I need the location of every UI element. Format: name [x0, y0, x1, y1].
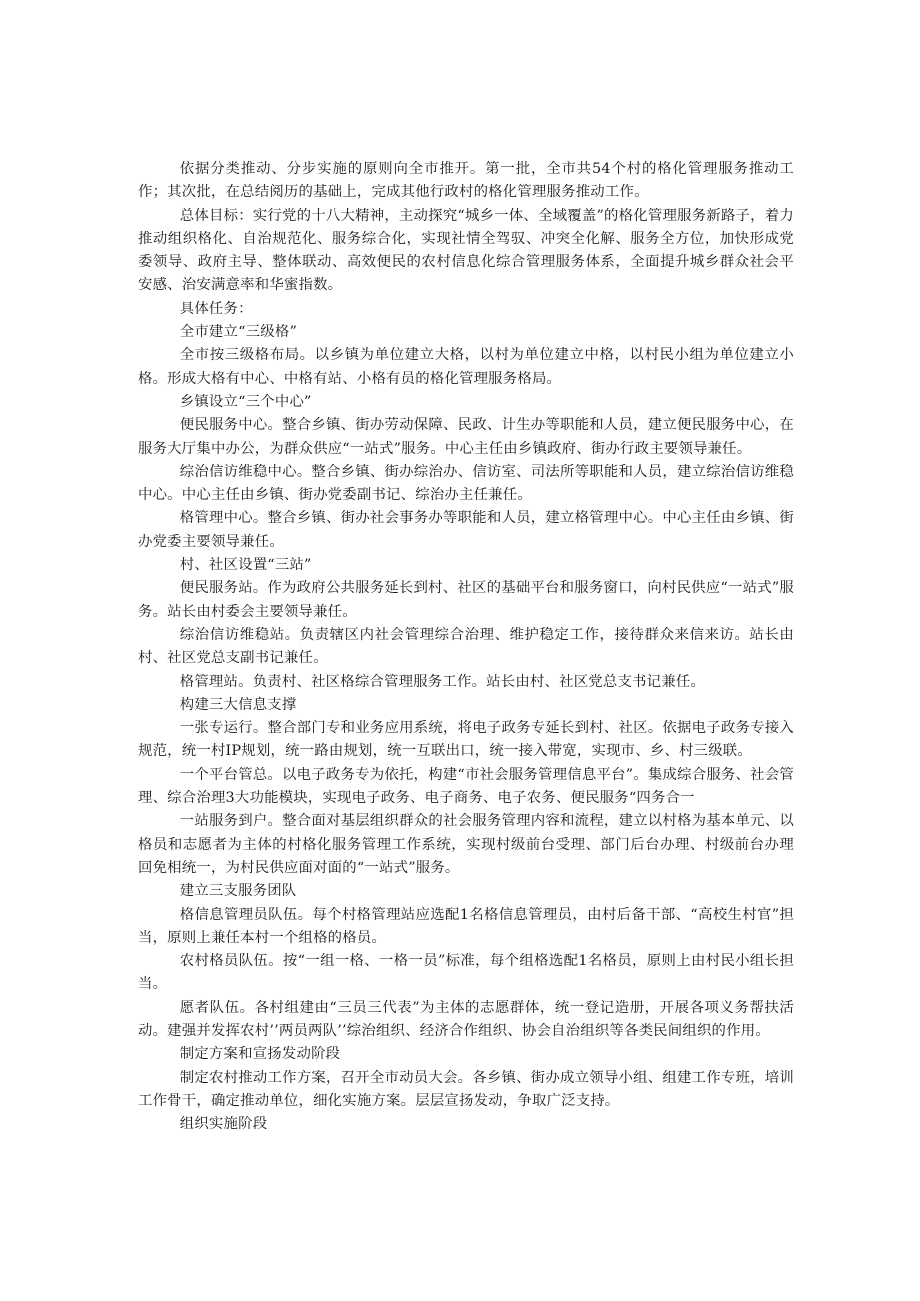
- paragraph: 总体目标：实行党的十八大精神，主动探究“城乡一体、全域覆盖”的格化管理服务新路子，着力推动组织格化、自治规范化、服务综合化，实现社情全驾驭、冲突全化解、服务全方位，加快形成党委领导、政府主导、整体联动、高效便民的农村信息化综合管理服务体系，全面提升城乡群众社会平安感、治安满意率和华蜜指数。: [138, 207, 794, 294]
- section-heading: 构建三大信息支撑: [179, 696, 297, 713]
- section-heading: 建立三支服务团队: [179, 883, 297, 900]
- paragraph: 制定农村推动工作方案，召开全市动员大会。各乡镇、街办成立领导小组、组建工作专班，培训工作骨干，确定推动单位，细化实施方案。层层宣扬发动，争取广泛支持。: [138, 1069, 794, 1109]
- section-heading: 组织实施阶段: [179, 1116, 268, 1133]
- section-heading: 乡镇设立“三个中心”: [179, 393, 312, 410]
- paragraph: 格管理中心。整合乡镇、街办社会事务办等职能和人员，建立格管理中心。中心主任由乡镇、街办党委主要领导兼任。: [138, 510, 794, 550]
- paragraph: 农村格员队伍。按“一组一格、一格一员”标准，每个组格选配1名格员，原则上由村民小组长担当。: [138, 953, 794, 993]
- paragraph: 综治信访维稳站。负责辖区内社会管理综合治理、维护稳定工作，接待群众来信来访。站长由村、社区党总支副书记兼任。: [138, 626, 794, 667]
- paragraph: 一个平台管总。以电子政务专为依托，构建“市社会服务管理信息平台”。集成综合服务、社会管理、综合治理3大功能模块，实现电子政务、电子商务、电子农务、便民服务“四务合一: [138, 766, 794, 807]
- paragraph: 全市按三级格布局。以乡镇为单位建立大格，以村为单位建立中格，以村民小组为单位建立小格。形成大格有中心、中格有站、小格有员的格化管理服务格局。: [138, 347, 794, 387]
- section-heading: 制定方案和宣扬发动阶段: [179, 1046, 341, 1063]
- section-heading: 全市建立“三级格”: [179, 324, 297, 341]
- section-heading: 村、社区设置“三站”: [179, 557, 312, 574]
- paragraph: 便民服务站。作为政府公共服务延长到村、社区的基础平台和服务窗口，向村民供应“一站式”服务。站长由村委会主要领导兼任。: [138, 580, 794, 620]
- paragraph: 一站服务到户。整合面对基层组织群众的社会服务管理内容和流程，建立以村格为基本单元、以格员和志愿者为主体的村格化服务管理工作系统，实现村级前台受理、部门后台办理、村级前台办理回免相统一，为村民供应面对面的“一站式”服务。: [138, 813, 794, 876]
- section-heading: 具体任务：: [179, 300, 253, 317]
- paragraph: 一张专运行。整合部门专和业务应用系统，将电子政务专延长到村、社区。依据电子政务专接入规范，统一村IP规划，统一路由规划，统一互联出口，统一接入带宽，实现市、乡、村三级联。: [138, 720, 794, 760]
- paragraph: 格信息管理员队伍。每个村格管理站应选配1名格信息管理员，由村后备干部、“高校生村官”担当，原则上兼任本村一个组格的格员。: [138, 906, 794, 946]
- paragraph: 综治信访维稳中心。整合乡镇、街办综治办、信访室、司法所等职能和人员，建立综治信访维稳中心。中心主任由乡镇、街办党委副书记、综治办主任兼任。: [138, 463, 794, 504]
- paragraph: 愿者队伍。各村组建由“三员三代表”为主体的志愿群体，统一登记造册，开展各项义务帮扶活动。建强并发挥农村’’两员两队’’综治组织、经济合作组织、协会自治组织等各类民间组织的作用。: [138, 999, 794, 1039]
- paragraph: 便民服务中心。整合乡镇、街办劳动保障、民政、计生办等职能和人员，建立便民服务中心，在服务大厅集中办公，为群众供应“一站式”服务。中心主任由乡镇政府、街办行政主要领导兼任。: [138, 417, 794, 457]
- paragraph: 依据分类推动、分步实施的原则向全市推开。第一批，全市共54个村的格化管理服务推动工作；其次批，在总结阅历的基础上，完成其他行政村的格化管理服务推动工作。: [138, 161, 794, 201]
- document-page: [138, 158, 794, 1136]
- paragraph: 格管理站。负责村、社区格综合管理服务工作。站长由村、社区党总支书记兼任。: [179, 673, 706, 690]
